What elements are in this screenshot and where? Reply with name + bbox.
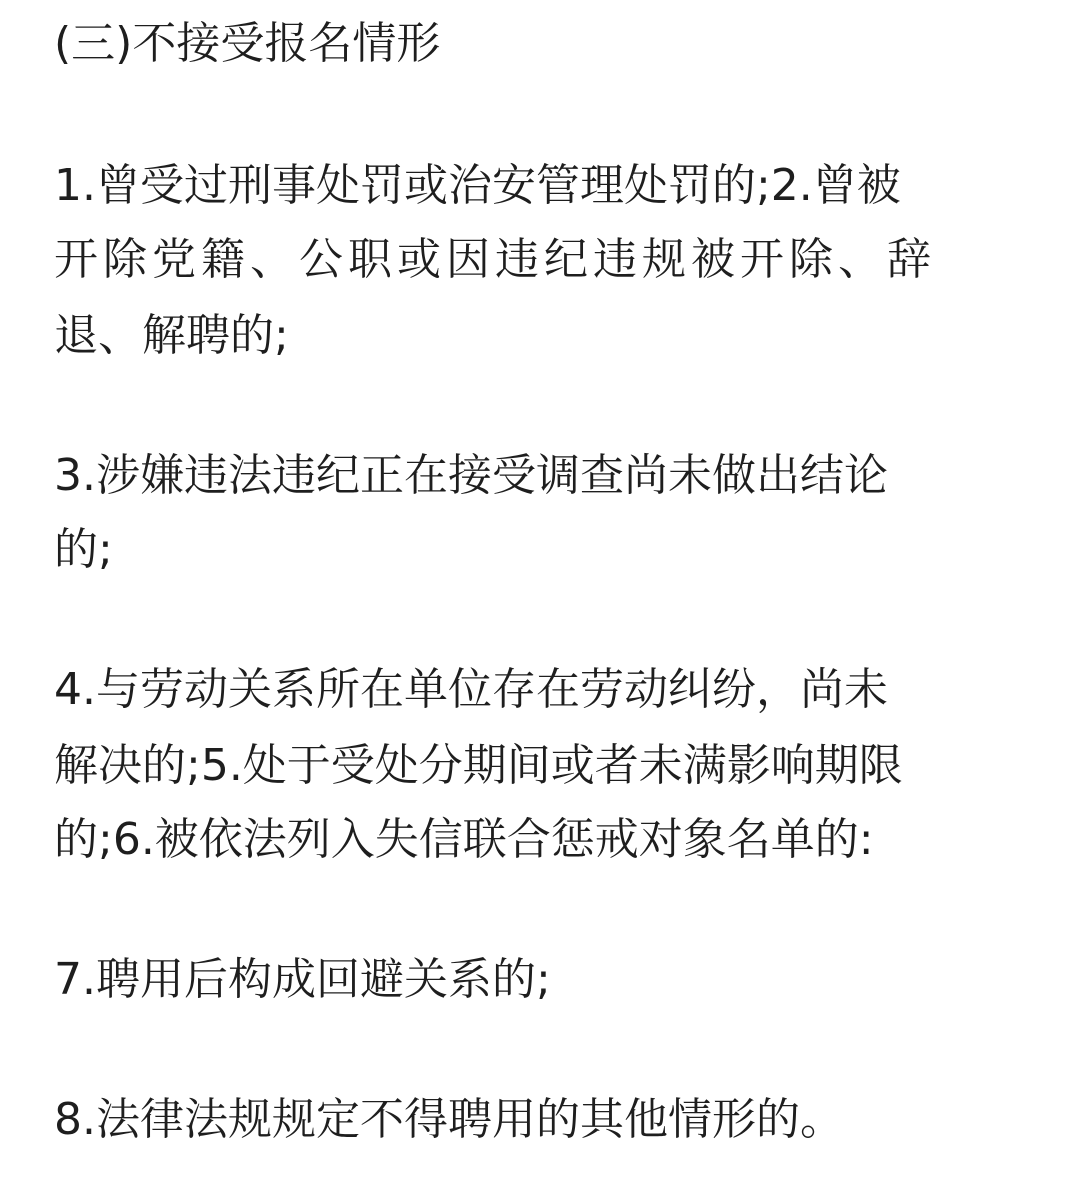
paragraph-line: 解决的;5.处于受处分期间或者未满影响期限 — [54, 740, 903, 791]
paragraph-line: 7.聘用后构成回避关系的; — [54, 954, 551, 1005]
paragraph-line: 的;6.被依法列入失信联合惩戒对象名单的: — [54, 814, 874, 865]
paragraph-line: 退、解聘的; — [54, 310, 289, 361]
paragraph-line: 4.与劳动关系所在单位存在劳动纠纷，尚未 — [54, 664, 888, 715]
paragraph-line: 1.曾受过刑事处罚或治安管理处罚的;2.曾被 — [54, 160, 901, 211]
paragraph-line: 的; — [54, 524, 113, 575]
document-page — [54, 0, 1029, 1184]
section-heading: (三)不接受报名情形 — [54, 18, 441, 69]
paragraph-line: 开除党籍、公职或因违纪违规被开除、辞 — [54, 234, 936, 285]
paragraph-line: 8.法律法规规定不得聘用的其他情形的。 — [54, 1094, 844, 1145]
paragraph-line: 3.涉嫌违法违纪正在接受调查尚未做出结论 — [54, 450, 888, 501]
